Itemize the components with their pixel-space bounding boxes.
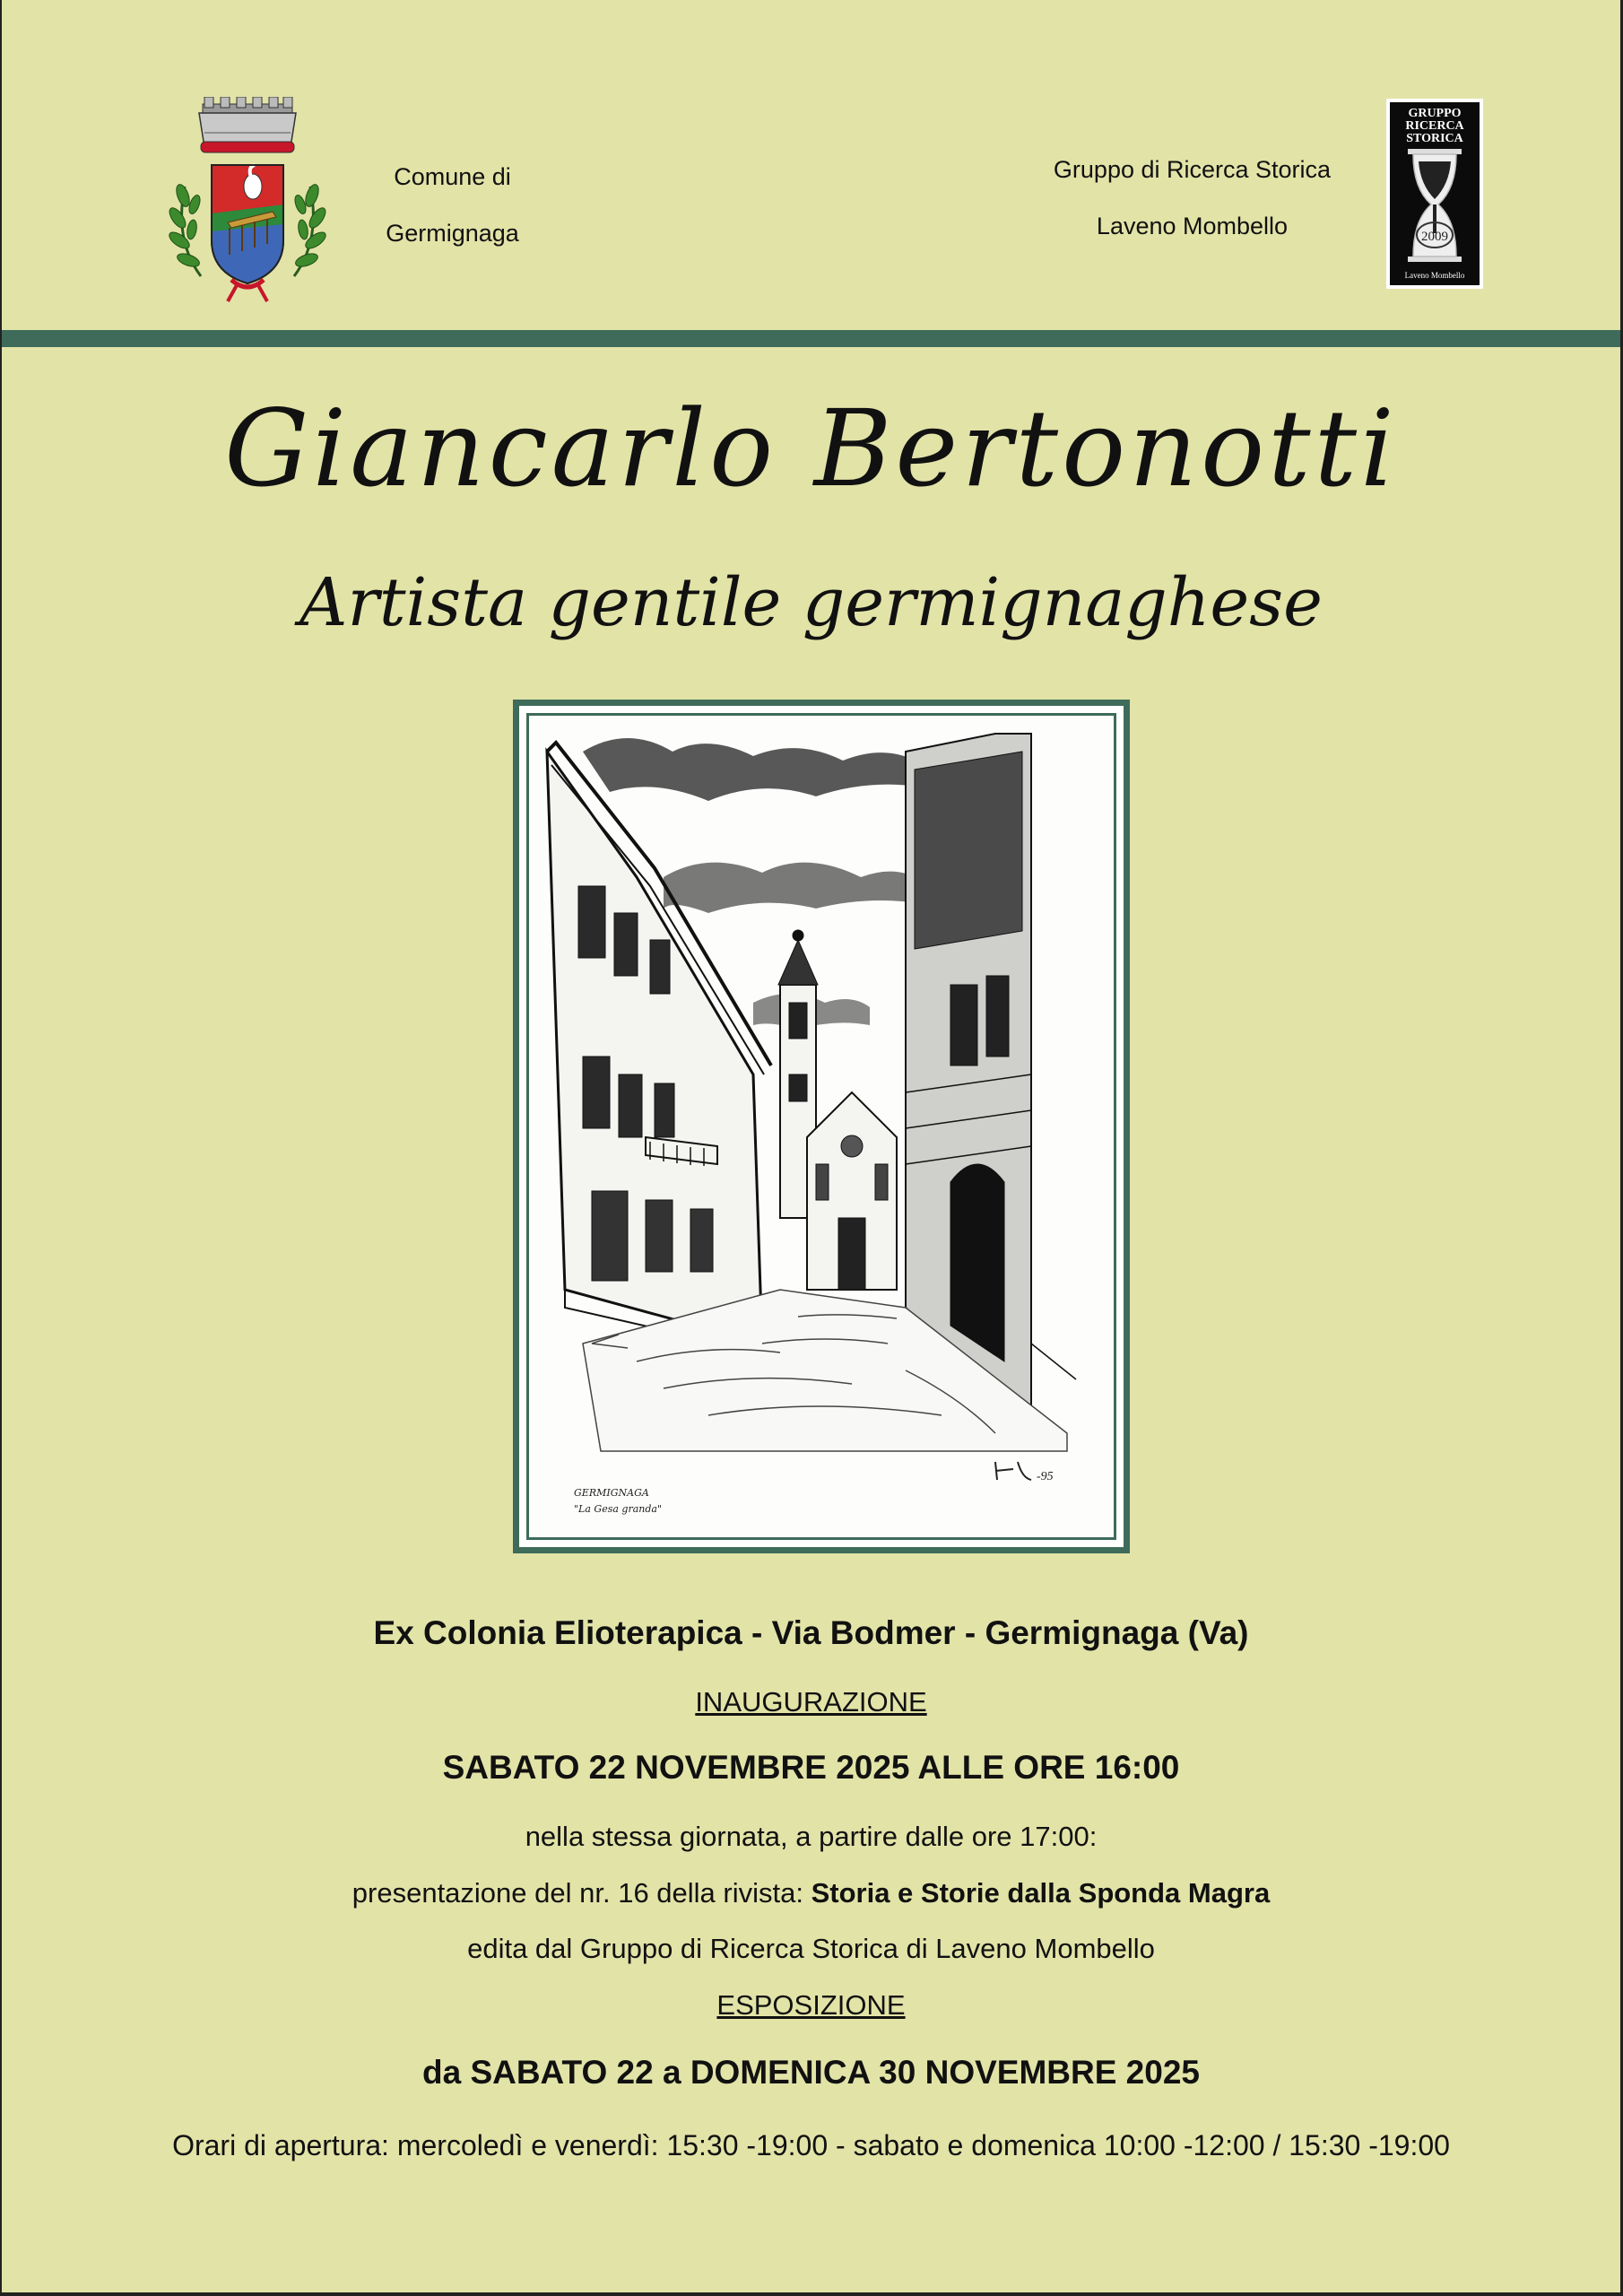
artist-signature-icon [995,1462,1031,1480]
crown-icon [199,97,296,152]
presentation-details [2,1877,1620,1909]
comune-line2: Germignaga [386,220,519,247]
inauguration-label: INAUGURAZIONE [695,1686,927,1718]
germignaga-coat-of-arms-logo [165,97,330,305]
shield-icon [212,165,283,283]
magazine-title: Storia e Storie dalla Sponda Magra [811,1877,1271,1909]
venue-address: Ex Colonia Elioterapica - Via Bodmer - Germignaga (Va) [373,1614,1249,1651]
gruppo-ricerca-storica-logo [1386,99,1483,289]
presentation-intro: nella stessa giornata, a partire dalle ore 17:00: [525,1821,1098,1852]
logo-text-storica: STORICA [1406,132,1463,145]
presentation-prefix: presentazione del nr. 16 della rivista: [352,1877,812,1909]
gruppo-line1: Gruppo di Ricerca Storica [1053,156,1332,183]
logo-text-year: 2009 [1421,230,1448,244]
comune-label [360,149,544,262]
presentation-publisher: edita dal Gruppo di Ricerca Storica di Laveno Mombello [467,1933,1155,1964]
gruppo-line2: Laveno Mombello [1096,213,1289,239]
opening-hours: Orari di apertura: mercoledì e venerdì: 15:30 -19:00 - sabato e domenica 10:00 -12:00 / 15:30 -19:00 [172,2129,1450,2161]
artwork-frame [513,700,1130,1553]
drawing-caption-title: "La Gesa granda" [574,1503,663,1515]
subtitle: Artista gentile germignaghese [299,564,1323,641]
logo-text-place: Laveno Mombello [1404,271,1465,280]
logo-text-gruppo: GRUPPO [1408,107,1462,120]
church-facade-icon [807,1092,897,1290]
inauguration-date: SABATO 22 NOVEMBRE 2025 ALLE ORE 16:00 [442,1749,1180,1786]
header-divider [2,330,1620,347]
logo-text-ricerca: RICERCA [1405,119,1464,133]
street-drawing-image [526,713,1116,1540]
drawing-caption-place: GERMIGNAGA [574,1487,649,1499]
exhibition-dates: da SABATO 22 a DOMENICA 30 NOVEMBRE 2025 [421,2054,1200,2091]
exhibition-label: ESPOSIZIONE [716,1989,906,2021]
gruppo-label [1024,142,1360,255]
comune-line1: Comune di [394,163,511,190]
artist-name-title: Giancarlo Bertonotti [224,387,1398,510]
left-buildings-icon [547,743,771,1352]
drawing-signature-year: -95 [1037,1470,1054,1483]
